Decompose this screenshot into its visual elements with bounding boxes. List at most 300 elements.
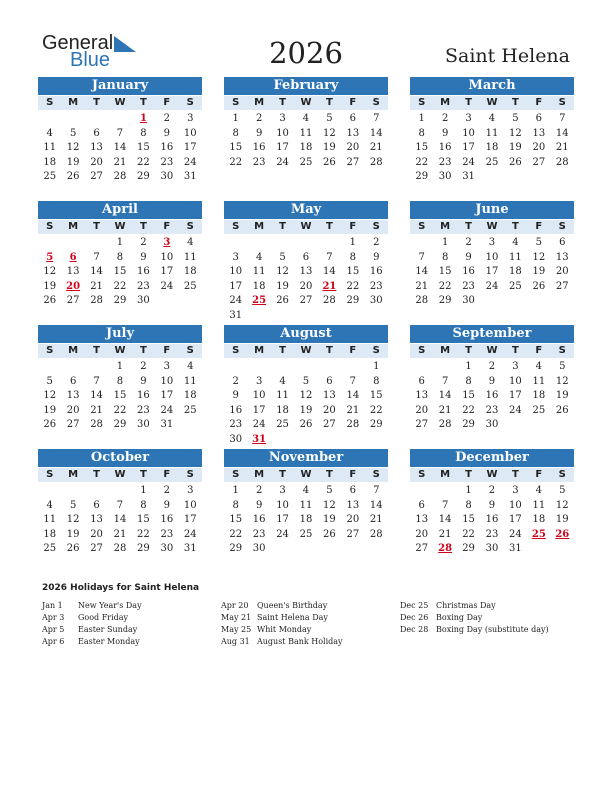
day-cell: 15 (415, 142, 429, 153)
day-cell: 1 (232, 485, 239, 496)
weekday-label: M (440, 97, 451, 108)
empty-day-cell (433, 360, 456, 375)
weekday-label: M (440, 221, 451, 232)
day-cell: 30 (438, 171, 452, 182)
day-cell: 10 (276, 127, 289, 139)
day-cell: 8 (418, 127, 425, 139)
day-cell: 22 (369, 404, 383, 416)
weekday-header (38, 96, 202, 110)
day-cell: 27 (66, 419, 80, 430)
day-cell: 24 (276, 156, 289, 168)
day-cell: 17 (485, 266, 499, 277)
day-cell: 14 (415, 266, 429, 277)
day-cell: 3 (512, 361, 519, 372)
day-cell: 24 (229, 295, 243, 306)
day-cell: 10 (462, 127, 475, 139)
day-cell: 15 (229, 142, 243, 153)
day-cell: 26 (66, 543, 80, 554)
day-cell: 19 (43, 280, 57, 292)
day-cell: 4 (187, 361, 194, 372)
weekday-label: W (486, 469, 498, 480)
holiday-entry (221, 624, 343, 636)
holiday-entry (400, 600, 549, 612)
holiday-name: Good Friday (78, 613, 129, 622)
weekday-header (224, 344, 388, 358)
month-name: March (410, 77, 574, 95)
day-cell: 11 (183, 375, 197, 387)
day-cell: 29 (229, 543, 243, 554)
empty-day-cell (108, 112, 131, 127)
weekday-label: S (46, 97, 54, 108)
day-cell: 13 (90, 142, 103, 153)
holiday-name: Queen's Birthday (257, 601, 328, 610)
day-cell: 10 (485, 251, 499, 263)
day-grid (224, 484, 388, 557)
day-cell: 9 (140, 375, 147, 387)
day-cell: 14 (438, 514, 452, 525)
logo-blue-text: Blue (70, 49, 111, 71)
day-cell: 1 (418, 113, 425, 124)
weekday-label: M (68, 97, 79, 108)
weekday-label: S (186, 469, 194, 480)
day-cell: 5 (69, 499, 77, 511)
day-cell: 12 (555, 375, 569, 387)
day-cell: 9 (373, 251, 380, 263)
weekday-header (224, 220, 388, 234)
month-march (410, 77, 574, 185)
day-cell: 21 (113, 528, 127, 540)
day-cell: 14 (369, 499, 383, 511)
day-cell: 15 (113, 266, 127, 277)
day-cell: 12 (276, 266, 289, 277)
day-cell: 18 (532, 390, 546, 401)
day-cell: 18 (183, 390, 197, 401)
day-cell: 9 (488, 499, 496, 511)
day-cell: 19 (276, 280, 289, 292)
month-name: May (224, 201, 388, 219)
holiday-day-cell: 6 (69, 251, 77, 263)
day-cell: 4 (302, 113, 310, 124)
day-cell: 31 (160, 419, 174, 430)
day-grid (38, 236, 202, 309)
day-grid (410, 112, 574, 185)
day-cell: 20 (415, 404, 429, 416)
day-cell: 2 (232, 375, 239, 387)
month-name: January (38, 77, 202, 95)
day-cell: 9 (255, 127, 263, 139)
empty-day-cell (410, 360, 433, 375)
weekday-label: W (300, 469, 312, 480)
day-grid (224, 112, 388, 170)
day-cell: 18 (299, 514, 313, 525)
weekday-label: T (93, 221, 100, 232)
day-cell: 17 (462, 142, 475, 153)
day-cell: 20 (415, 528, 429, 540)
holiday-day-cell: 1 (139, 113, 147, 124)
weekday-label: S (418, 469, 426, 480)
day-cell: 21 (555, 142, 569, 153)
day-cell: 2 (255, 113, 263, 124)
weekday-label: S (558, 221, 566, 232)
day-cell: 27 (323, 419, 336, 430)
weekday-label: F (349, 221, 357, 232)
day-cell: 15 (137, 142, 150, 153)
day-cell: 27 (66, 295, 80, 306)
day-cell: 3 (163, 361, 171, 372)
day-cell: 28 (323, 295, 336, 306)
day-cell: 21 (438, 528, 452, 540)
day-cell: 28 (90, 419, 103, 430)
day-cell: 17 (276, 142, 289, 153)
day-cell: 19 (555, 390, 569, 401)
day-cell: 16 (485, 390, 499, 401)
day-cell: 30 (485, 419, 499, 430)
empty-day-cell (410, 236, 433, 251)
day-cell: 29 (415, 171, 429, 182)
day-cell: 19 (66, 156, 80, 168)
empty-day-cell (61, 236, 84, 251)
day-cell: 5 (559, 361, 566, 372)
day-cell: 4 (302, 485, 310, 496)
weekday-label: T (325, 345, 333, 356)
day-cell: 17 (509, 514, 522, 525)
day-cell: 24 (509, 528, 522, 540)
empty-day-cell (247, 360, 270, 375)
day-cell: 4 (535, 361, 543, 372)
holiday-date: Apr 6 (42, 637, 65, 646)
month-name: September (410, 325, 574, 343)
day-cell: 23 (252, 528, 266, 540)
weekday-label: T (279, 97, 286, 108)
day-cell: 27 (415, 543, 429, 554)
empty-day-cell (85, 112, 108, 127)
day-cell: 9 (488, 375, 496, 387)
day-cell: 4 (512, 237, 519, 248)
day-cell: 16 (137, 390, 150, 401)
weekday-label: S (418, 97, 426, 108)
day-cell: 2 (140, 361, 147, 372)
day-cell: 22 (113, 280, 127, 292)
day-cell: 25 (43, 543, 57, 554)
day-cell: 25 (183, 280, 197, 292)
day-cell: 27 (90, 543, 103, 554)
empty-day-cell (318, 360, 341, 375)
day-cell: 12 (509, 127, 522, 139)
day-cell: 14 (369, 127, 383, 139)
day-cell: 18 (43, 528, 57, 540)
day-cell: 11 (183, 251, 197, 263)
holiday-name: Easter Sunday (78, 625, 138, 634)
weekday-label: T (279, 469, 286, 480)
day-cell: 1 (116, 361, 124, 372)
weekday-label: S (232, 221, 240, 232)
day-cell: 12 (323, 127, 336, 139)
weekday-label: S (558, 97, 566, 108)
day-cell: 22 (462, 528, 475, 540)
weekday-label: T (511, 469, 519, 480)
day-cell: 27 (346, 528, 360, 540)
day-cell: 15 (113, 390, 127, 401)
day-cell: 26 (43, 419, 57, 430)
day-cell: 2 (140, 237, 147, 248)
weekday-label: S (372, 345, 380, 356)
empty-day-cell (224, 236, 247, 251)
empty-day-cell (85, 360, 108, 375)
logo-general-text: General (42, 32, 114, 54)
weekday-label: F (163, 221, 171, 232)
weekday-label: S (186, 345, 194, 356)
day-cell: 24 (509, 404, 522, 416)
day-cell: 6 (93, 127, 100, 139)
day-cell: 1 (441, 237, 449, 248)
day-cell: 13 (346, 127, 360, 139)
day-cell: 29 (369, 419, 383, 430)
month-december (410, 449, 574, 557)
day-cell: 5 (326, 485, 333, 496)
weekday-header (410, 344, 574, 358)
day-cell: 23 (485, 528, 499, 540)
weekday-label: F (535, 345, 543, 356)
day-cell: 16 (462, 266, 475, 277)
day-cell: 18 (183, 266, 197, 277)
day-cell: 20 (90, 528, 103, 540)
weekday-label: T (325, 469, 333, 480)
day-cell: 29 (137, 171, 150, 182)
month-october (38, 449, 202, 557)
day-cell: 14 (90, 390, 103, 401)
holiday-column (400, 600, 549, 636)
day-cell: 8 (465, 375, 472, 387)
weekday-label: T (511, 345, 519, 356)
day-cell: 5 (46, 375, 53, 387)
day-cell: 1 (465, 361, 472, 372)
day-cell: 24 (183, 156, 197, 168)
holiday-name: August Bank Holiday (257, 637, 343, 646)
day-cell: 30 (369, 295, 383, 306)
day-cell: 22 (462, 404, 475, 416)
day-cell: 12 (66, 142, 80, 153)
day-cell: 26 (323, 528, 336, 540)
day-cell: 20 (66, 404, 80, 416)
weekday-label: S (186, 97, 194, 108)
day-cell: 17 (183, 514, 197, 525)
day-cell: 22 (137, 528, 150, 540)
weekday-label: S (418, 221, 426, 232)
weekday-label: F (163, 97, 171, 108)
weekday-label: F (535, 97, 543, 108)
holiday-date: Dec 25 (400, 601, 429, 610)
day-grid (410, 236, 574, 309)
month-name: July (38, 325, 202, 343)
day-cell: 2 (488, 361, 496, 372)
month-august (224, 325, 388, 447)
month-july (38, 325, 202, 433)
day-cell: 9 (232, 390, 239, 401)
day-cell: 23 (229, 419, 243, 430)
month-name: June (410, 201, 574, 219)
day-cell: 7 (559, 113, 566, 124)
weekday-header (38, 220, 202, 234)
day-cell: 24 (160, 404, 174, 416)
day-cell: 23 (252, 156, 266, 168)
day-cell: 1 (465, 485, 472, 496)
day-cell: 24 (462, 156, 475, 168)
day-cell: 13 (555, 251, 569, 263)
day-cell: 23 (137, 404, 150, 416)
day-cell: 28 (415, 295, 429, 306)
day-cell: 26 (276, 295, 289, 306)
weekday-label: S (232, 97, 240, 108)
weekday-label: W (114, 221, 126, 232)
holiday-day-cell: 3 (163, 237, 171, 248)
holiday-name: Easter Monday (78, 637, 140, 646)
day-cell: 30 (485, 543, 499, 554)
month-january (38, 77, 202, 185)
day-cell: 17 (509, 390, 522, 401)
day-cell: 4 (46, 499, 53, 511)
day-cell: 22 (113, 404, 127, 416)
day-cell: 19 (555, 514, 569, 525)
empty-day-cell (224, 360, 247, 375)
day-cell: 8 (232, 499, 239, 511)
weekday-header (410, 220, 574, 234)
day-cell: 6 (535, 113, 543, 124)
day-cell: 7 (93, 375, 100, 387)
day-cell: 25 (276, 419, 289, 430)
day-cell: 2 (373, 237, 380, 248)
empty-day-cell (85, 484, 108, 499)
day-cell: 17 (160, 266, 174, 277)
weekday-label: M (68, 221, 79, 232)
day-cell: 25 (299, 528, 313, 540)
day-cell: 27 (415, 419, 429, 430)
weekday-header (38, 468, 202, 482)
day-cell: 23 (160, 156, 174, 168)
weekday-label: F (349, 469, 357, 480)
day-cell: 17 (183, 142, 197, 153)
day-cell: 12 (66, 514, 80, 525)
day-cell: 16 (485, 514, 499, 525)
day-cell: 13 (299, 266, 313, 277)
day-cell: 24 (276, 528, 289, 540)
day-cell: 10 (229, 266, 243, 277)
day-cell: 18 (43, 156, 57, 168)
day-cell: 7 (349, 375, 357, 387)
day-cell: 3 (232, 251, 239, 263)
weekday-label: T (139, 345, 147, 356)
day-cell: 12 (532, 251, 546, 263)
day-cell: 19 (532, 266, 546, 277)
weekday-label: T (465, 97, 472, 108)
empty-day-cell (410, 484, 433, 499)
holiday-day-cell: 28 (438, 543, 453, 554)
weekday-label: T (93, 97, 100, 108)
day-cell: 19 (323, 142, 336, 153)
day-cell: 16 (252, 514, 266, 525)
day-cell: 16 (369, 266, 383, 277)
day-cell: 11 (276, 390, 289, 401)
day-cell: 5 (326, 113, 333, 124)
day-cell: 2 (255, 485, 263, 496)
day-cell: 6 (349, 485, 357, 496)
day-cell: 10 (276, 499, 289, 511)
holiday-entry (221, 600, 343, 612)
day-cell: 9 (140, 251, 147, 263)
day-cell: 7 (373, 113, 380, 124)
day-cell: 29 (137, 543, 150, 554)
weekday-label: T (279, 345, 286, 356)
day-cell: 14 (113, 514, 127, 525)
day-cell: 30 (462, 295, 475, 306)
day-cell: 27 (346, 156, 360, 168)
holiday-date: May 21 (221, 613, 252, 622)
weekday-header (224, 96, 388, 110)
holiday-column (42, 600, 142, 648)
weekday-label: W (486, 97, 498, 108)
weekday-label: T (325, 97, 333, 108)
day-cell: 14 (438, 390, 452, 401)
day-cell: 8 (140, 499, 147, 511)
holiday-entry (221, 636, 343, 648)
weekday-label: T (465, 221, 472, 232)
day-cell: 25 (43, 171, 57, 182)
day-cell: 13 (66, 390, 80, 401)
day-cell: 6 (302, 251, 310, 263)
day-cell: 19 (323, 514, 336, 525)
day-cell: 11 (299, 499, 313, 511)
holiday-entry (42, 636, 142, 648)
day-cell: 23 (438, 156, 452, 168)
weekday-header (410, 468, 574, 482)
weekday-label: F (349, 345, 357, 356)
day-cell: 4 (279, 375, 286, 387)
day-cell: 7 (116, 499, 124, 511)
month-name: August (224, 325, 388, 343)
weekday-header (38, 344, 202, 358)
month-april (38, 201, 202, 309)
holiday-day-cell: 25 (252, 295, 267, 306)
day-grid (224, 236, 388, 323)
day-cell: 9 (163, 499, 171, 511)
day-cell: 8 (116, 251, 124, 263)
day-grid (410, 360, 574, 433)
day-cell: 24 (183, 528, 197, 540)
day-cell: 8 (373, 375, 380, 387)
empty-day-cell (61, 112, 84, 127)
holiday-day-cell: 20 (66, 280, 81, 292)
weekday-header (410, 96, 574, 110)
weekday-label: S (558, 345, 566, 356)
day-cell: 13 (415, 514, 429, 525)
day-cell: 26 (555, 404, 569, 416)
day-cell: 21 (113, 156, 127, 168)
weekday-label: F (535, 469, 543, 480)
holiday-date: Apr 20 (221, 601, 249, 610)
day-cell: 19 (43, 404, 57, 416)
day-cell: 12 (299, 390, 313, 401)
day-cell: 29 (462, 543, 475, 554)
day-cell: 1 (373, 361, 380, 372)
holiday-date: Apr 3 (42, 613, 65, 622)
day-cell: 31 (509, 543, 522, 554)
day-cell: 31 (229, 309, 243, 321)
day-cell: 29 (346, 295, 360, 306)
month-name: February (224, 77, 388, 95)
weekday-label: T (511, 97, 519, 108)
day-cell: 3 (279, 485, 286, 496)
day-cell: 12 (43, 390, 57, 401)
day-cell: 21 (346, 404, 360, 416)
